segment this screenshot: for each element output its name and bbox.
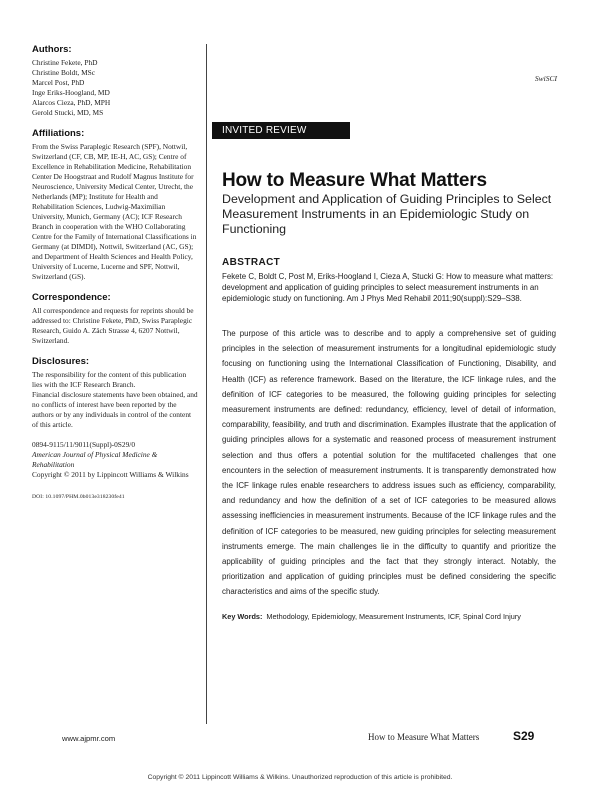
disclosures-text-1: The responsibility for the content of this publication lies with the ICF Research Branch. [32, 370, 187, 389]
disclosures-heading: Disclosures: [32, 356, 90, 367]
authors-section [32, 44, 198, 118]
keywords [222, 611, 556, 622]
disclosures-section [32, 356, 198, 430]
affiliations-heading: Affiliations: [32, 128, 85, 139]
correspondence-section [32, 292, 198, 346]
keywords-label: Key Words: [222, 612, 263, 621]
author-name: Christine Boldt, MSc [32, 68, 96, 77]
author-name: Alarcos Cieza, PhD, MPH [32, 98, 111, 107]
doi[interactable]: DOI: 10.1097/PHM.0b013e318230fe41 [32, 494, 125, 500]
sidebar [32, 44, 198, 512]
disclosures-text-2: Financial disclosure statements have been obtained, and no conflicts of interest have been reported by the authors or by any individuals in control of the content of this article. [32, 390, 198, 429]
affiliations-section [32, 128, 198, 282]
author-name: Christine Fekete, PhD [32, 58, 98, 67]
authors-heading: Authors: [32, 44, 72, 55]
page-number: S29 [513, 729, 535, 743]
abstract-body: The purpose of this article was to describe and to apply a comprehensive set of guiding principles in the selection of measurement instruments for a longitudinal epidemiologic study focusing on functioning using the International Classification of Functioning, Disability, and Health (ICF) as reference framework. Based on the literature, the ICF linkage rules, and the definition of ICF categories to be measured, the following guiding principles for selecting measurement instruments are defined: redundancy, efficiency, level of detail of information, comparability, feasibility, and truth and discrimination. Examples illustrate that the application of guiding principles allows for a systematic and reasoned process of measurement instrument selection and thus offers a potential solution for the multifaceted challenges that one encounters in the selection of measurement instruments. It is transparently demonstrated how the ICF linkage rules enable researchers to address issues such as efficiency, comparability, and redundancy and how the definition of a set of ICF categories to be measured allows assessing inefficiencies in measurement instruments. Because of the ICF linkage rules and the definition of ICF categories to be measured, new guiding principles for selecting measurement instruments emerge. The main challenges lie in the difficulty to quantify and prioritize the applicability of guiding principles and the fact that they strongly interact. Notably, the prioritization and application of guiding principles must be defined considering the specific characteristics and aims of the specific study. [222, 329, 556, 597]
journal-url[interactable]: www.ajpmr.com [62, 734, 116, 743]
journal-name: American Journal of Physical Medicine & Rehabilitation [32, 450, 158, 469]
citation: Fekete C, Boldt C, Post M, Eriks-Hoogland I, Cieza A, Stucki G: How to measure what matters: development and application of guiding principles to select measurement instruments in an epidemiologic study on functioning. Am J Phys Med Rehabil 2011;90(suppl):S29–S38. [222, 272, 554, 304]
abstract-heading: ABSTRACT [222, 257, 281, 268]
column-divider [206, 44, 207, 724]
author-name: Inge Eriks-Hoogland, MD [32, 88, 110, 97]
copyright-line: Copyright © 2011 by Lippincott Williams & Wilkins [32, 470, 189, 479]
issn: 0894-9115/11/9011(Suppl)-0S29/0 [32, 440, 136, 449]
author-name: Gerold Stucki, MD, MS [32, 108, 104, 117]
article-subtitle: Development and Application of Guiding Principles to Select Measurement Instruments in an Epidemiologic Study on Functioning [222, 192, 552, 236]
correspondence-heading: Correspondence: [32, 292, 111, 303]
journal-short-name: SwiSCI [534, 74, 557, 83]
keywords-list: Methodology, Epidemiology, Measurement Instruments, ICF, Spinal Cord Injury [266, 612, 521, 621]
article-title: How to Measure What Matters [222, 170, 487, 191]
affiliations-text: From the Swiss Paraplegic Research (SPF), Nottwil, Switzerland (CF, CB, MP, IE-H, AC, GS); Centre of Excellence in Rehabilitation Medicine, Rehabilitation Center De Hoogstraat and Rudolf Magnus Institute for Neuroscience, University Medical Center, Utrecht, the Netherlands (MP); Institute for Health and Rehabilitation Sciences, Ludwig-Maximilian University, Munich, Germany (AC); ICF Research Branch in cooperation with the WHO Collaborating Centre for the Family of International Classifications in Germany (at DIMDI), Nottwil, Switzerland (AC, GS); and Department of Health Sciences and Health Policy, University of Lucerne, Lucerne and SPF, Nottwil, Switzerland (GS). [32, 142, 197, 281]
running-title: How to Measure What Matters [368, 732, 480, 742]
correspondence-text: All correspondence and requests for reprints should be addressed to: Christine Fekete, PhD, Swiss Paraplegic Research, Guido A. Zäch Strasse 4, 6207 Nottwil, Switzerland. [32, 306, 194, 345]
article-type-banner: INVITED REVIEW [212, 122, 350, 139]
copyright-notice: Copyright © 2011 Lippincott Williams & Wilkins. Unauthorized reproduction of this article is prohibited. [147, 774, 453, 781]
author-name: Marcel Post, PhD [32, 78, 85, 87]
publication-info [32, 440, 198, 502]
